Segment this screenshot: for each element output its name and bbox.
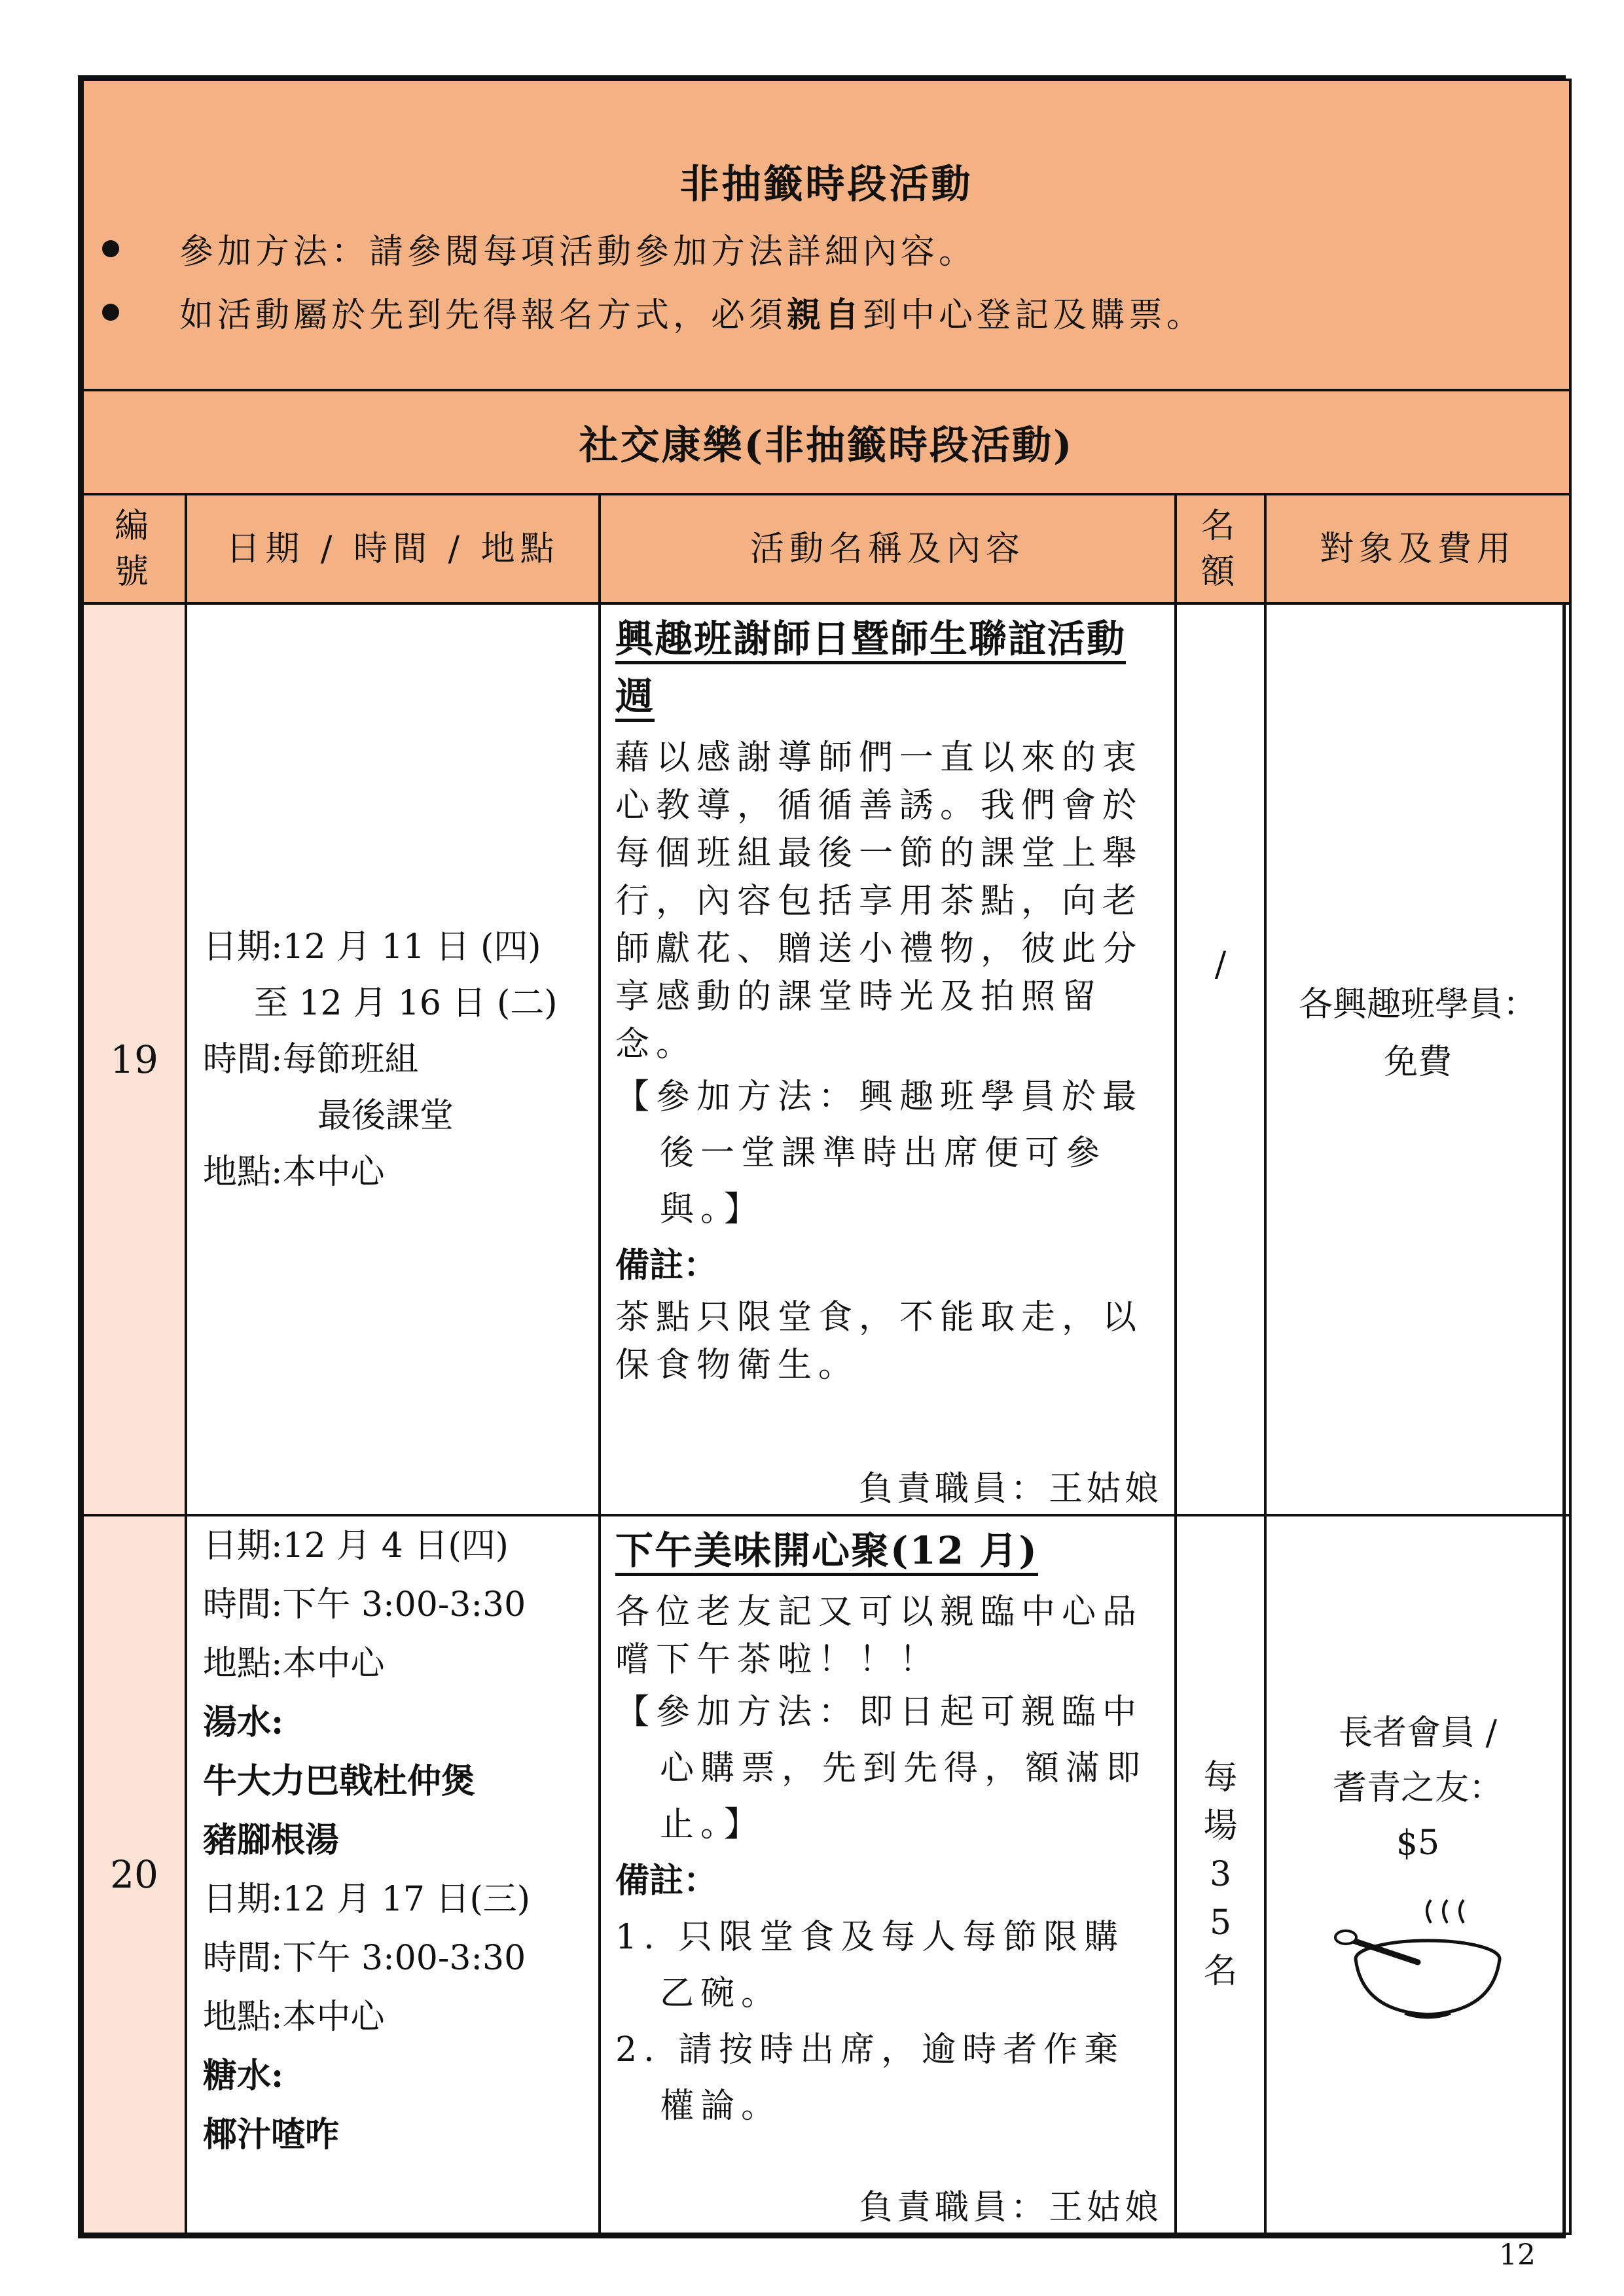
schedule-cell: 日期:12 月 4 日(四) 時間:下午 3:00-3:30 地點:本中心 湯水: 牛大力巴戟杜仲煲 豬腳根湯 日期:12 月 17 日(三) 時間:下午 3:00-3:30 地點:本中心 糖水: 椰汁喳咋: [186, 1515, 600, 2234]
page-title: 非抽籤時段活動: [679, 162, 973, 207]
remark-item: 茶點只限堂食，不能取走，以保食物衛生。: [615, 1298, 1144, 1385]
staff-in-charge: 負責職員：王姑娘: [858, 1469, 1163, 1509]
col-header-target: 對象及費用: [1265, 494, 1570, 603]
target-fee-cell: 各興趣班學員： 免費: [1265, 603, 1570, 1515]
bullet-icon: [102, 304, 119, 321]
col-header-number: 編號: [82, 494, 186, 603]
table-row: [82, 603, 1570, 1515]
target-fee-cell: 長者會員 / 耆青之友： $5: [1265, 1515, 1570, 2234]
col-header-activity: 活動名稱及內容: [600, 494, 1176, 603]
bullet-item: 如活動屬於先到先得報名方式，必須 親自 到中心登記及購票。: [84, 287, 1569, 336]
quota-cell: 每場35名: [1176, 1515, 1265, 2234]
bullet-icon: [102, 240, 119, 257]
join-method: 【參加方法：興趣班學員於最後一堂課準時出席便可參與。】: [615, 1077, 1144, 1229]
remarks-label: 備註：: [615, 1246, 718, 1285]
soup-bowl-icon: [1333, 1897, 1503, 2028]
section-title: 社交康樂(非抽籤時段活動): [82, 390, 1570, 494]
activity-title: 興趣班謝師日暨師生聯誼活動週: [615, 617, 1126, 722]
col-header-schedule: 日期 / 時間 / 地點: [186, 494, 600, 603]
schedule-cell: 日期:12 月 11 日 (四) 至 12 月 16 日 (二) 時間:每節班組 最後課堂 地點:本中心: [186, 603, 600, 1515]
bullet-item: 參加方法：請參閱每項活動參加方法詳細內容。: [84, 224, 1569, 273]
remark-item: 2. 請按時出席，逾時者作棄權論。: [615, 2030, 1125, 2126]
row-number: 20: [82, 1515, 186, 2234]
col-header-quota: 名額: [1176, 494, 1265, 603]
staff-in-charge: 負責職員：王姑娘: [858, 2188, 1163, 2227]
remarks-label: 備註：: [615, 1861, 718, 1901]
activity-description: 藉以感謝導師們一直以來的衷心教導，循循善誘。我們會於每個班組最後一節的課堂上舉行，內容包括享用茶點，向老師獻花、贈送小禮物，彼此分享感動的課堂時光及拍照留念。: [615, 738, 1144, 1064]
activity-title: 下午美味開心聚(12 月): [615, 1528, 1038, 1576]
activity-cell: [600, 603, 1176, 1515]
join-method: 【參加方法：即日起可親臨中心購票，先到先得，額滿即止。】: [615, 1693, 1147, 1844]
quota-cell: /: [1176, 603, 1265, 1515]
activity-table: [78, 75, 1566, 2238]
page-number: 12: [1499, 2238, 1536, 2272]
row-number: 19: [82, 603, 186, 1515]
activity-description: 各位老友記又可以親臨中心品嚐下午茶啦！！！: [615, 1592, 1144, 1679]
table-row: [82, 1515, 1570, 2234]
notice-header: [82, 80, 1570, 390]
remark-item: 1. 只限堂食及每人每節限購乙碗。: [615, 1918, 1125, 2013]
activity-cell: [600, 1515, 1176, 2234]
